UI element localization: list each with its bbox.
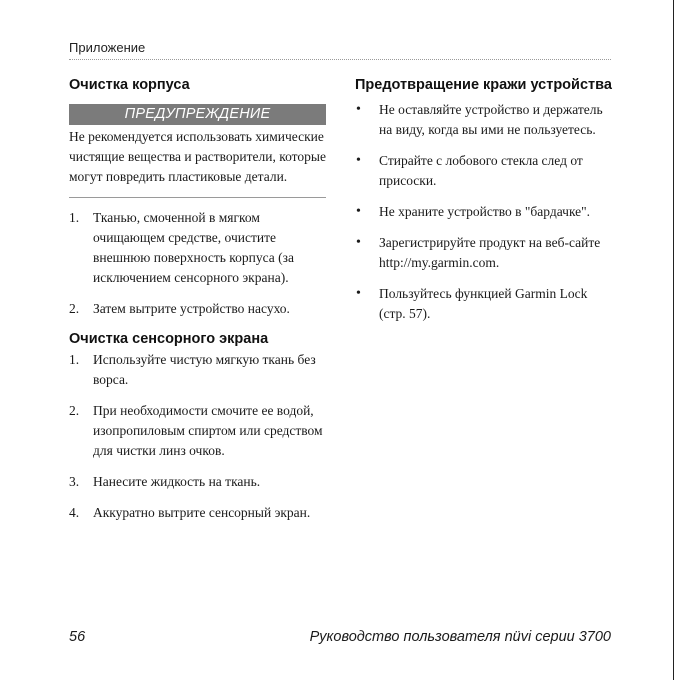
- list-item: [69, 299, 326, 319]
- warning-banner: ПРЕДУПРЕЖДЕНИЕ: [69, 104, 326, 125]
- bullet-text: Стирайте с лобового стекла след от присоски.: [379, 153, 583, 188]
- step-number: 2.: [69, 403, 80, 418]
- clean-body-steps: [69, 208, 326, 319]
- left-column: [69, 76, 326, 534]
- warning-text: Не рекомендуется использовать химические чистящие вещества и растворители, которые могут повредить пластиковые детали.: [69, 129, 326, 184]
- list-item: [69, 503, 326, 523]
- step-text: Затем вытрите устройство насухо.: [93, 301, 290, 316]
- step-text: Нанесите жидкость на ткань.: [93, 474, 261, 489]
- right-column: [355, 76, 615, 335]
- theft-prevention-list: [355, 100, 615, 324]
- list-item: [355, 233, 615, 273]
- bullet-text: Зарегистрируйте продукт на веб-сайте http://my.garmin.com.: [379, 235, 601, 270]
- bullet-icon: •: [356, 153, 361, 168]
- page-edge-line: [673, 0, 674, 680]
- list-item: [69, 472, 326, 492]
- page-number: 56: [69, 629, 86, 645]
- bullet-icon: •: [356, 286, 361, 301]
- theft-prevention-heading: Предотвращение кражи устройства: [355, 77, 612, 93]
- section-header: Приложение: [69, 40, 146, 55]
- step-number: 3.: [69, 474, 80, 489]
- list-item: [355, 151, 615, 191]
- clean-screen-heading: Очистка сенсорного экрана: [69, 331, 269, 347]
- bullet-icon: •: [356, 204, 361, 219]
- bullet-icon: •: [356, 102, 361, 117]
- list-item: [69, 401, 326, 461]
- warning-divider: [69, 197, 326, 198]
- bullet-text: Пользуйтесь функцией Garmin Lock (стр. 57).: [379, 286, 588, 321]
- step-text: Тканью, смоченной в мягком очищающем средстве, очистите внешнюю поверхность корпуса (за исключением сенсорного экрана).: [93, 210, 294, 285]
- list-item: [69, 350, 326, 390]
- footer-title: Руководство пользователя nüvi серии 3700: [309, 629, 611, 645]
- step-text: Аккуратно вытрите сенсорный экран.: [93, 505, 311, 520]
- step-number: 1.: [69, 210, 80, 225]
- bullet-text: Не оставляйте устройство и держатель на виду, когда вы ими не пользуетесь.: [379, 102, 603, 137]
- list-item: [355, 100, 615, 140]
- step-number: 2.: [69, 301, 80, 316]
- step-number: 4.: [69, 505, 80, 520]
- bullet-icon: •: [356, 235, 361, 250]
- list-item: [69, 208, 326, 288]
- bullet-text: Не храните устройство в "бардачке".: [379, 204, 591, 219]
- list-item: [355, 202, 615, 222]
- step-number: 1.: [69, 352, 80, 367]
- step-text: При необходимости смочите ее водой, изопропиловым спиртом или средством для чистки линз очков.: [93, 403, 323, 458]
- step-text: Используйте чистую мягкую ткань без ворса.: [93, 352, 316, 387]
- clean-body-heading: Очистка корпуса: [69, 77, 190, 93]
- clean-screen-steps: [69, 350, 326, 523]
- header-divider: [69, 59, 611, 60]
- list-item: [355, 284, 615, 324]
